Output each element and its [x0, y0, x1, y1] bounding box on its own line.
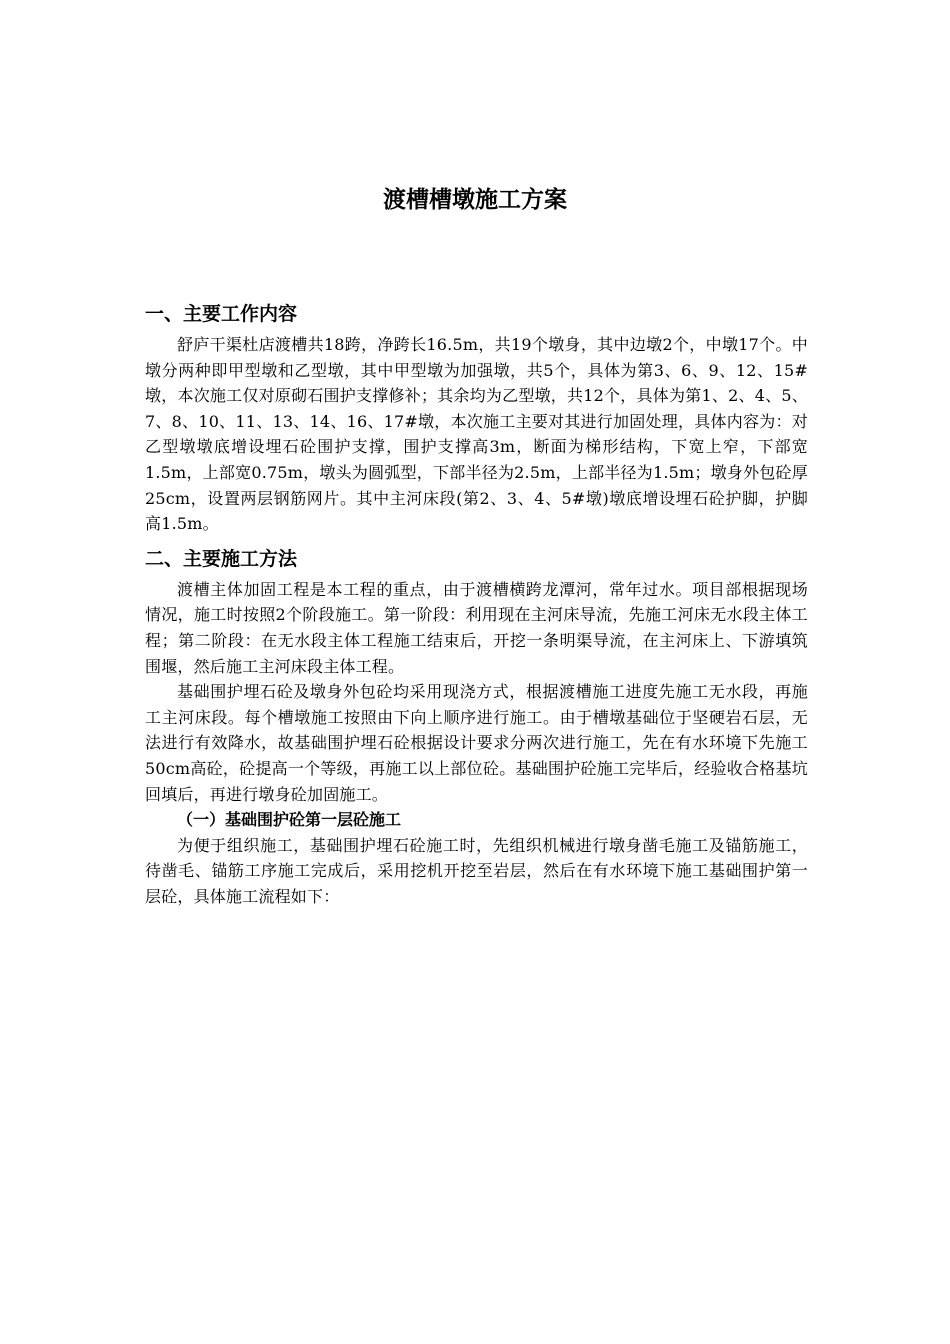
section-main-work-content [145, 300, 808, 537]
body-paragraph: 基础围护埋石砼及墩身外包砼均采用现浇方式，根据渡槽施工进度先施工无水段，再施工主河床段。每个槽墩施工按照由下向上顺序进行施工。由于槽墩基础位于坚硬岩石层，无法进行有效降水，故基础围护埋石砼根据设计要求分两次进行施工，先在有水环境下先施工50cm高砼，砼提高一个等级，再施工以上部位砼。基础围护砼施工完毕后，经验收合格基坑回填后，再进行墩身砼加固施工。 [145, 682, 808, 804]
body-paragraph: 为便于组织施工，基础围护埋石砼施工时，先组织机械进行墩身凿毛施工及锚筋施工，待凿毛、锚筋工序施工完成后，采用挖机开挖至岩层，然后在有水环境下施工基础围护第一层砼，具体施工流程如下： [145, 835, 808, 906]
document-body [145, 300, 808, 909]
section-heading: 一、主要工作内容 [145, 303, 298, 325]
document-title: 渡槽槽墩施工方案 [383, 187, 567, 213]
section-heading: 二、主要施工方法 [145, 547, 298, 570]
body-paragraph: 舒庐干渠杜店渡槽共18跨，净跨长16.5m，共19个墩身，其中边墩2个，中墩17个。中墩分两种即甲型墩和乙型墩，其中甲型墩为加强墩，共5个，具体为第3、6、9、12、15#墩，本次施工仅对原砌石围护支撑修补；其余均为乙型墩，共12个，具体为第1、2、4、5、7、8、10、11、13、14、16、17#墩，本次施工主要对其进行加固处理，具体内容为：对乙型墩墩底增设埋石砼围护支撑，围护支撑高3m，断面为梯形结构，下宽上窄，下部宽1.5m，上部宽0.75m，墩头为圆弧型，下部半径为2.5m，上部半径为1.5m；墩身外包砼厚25cm，设置两层钢筋网片。其中主河床段(第2、3、4、5#墩)墩底增设埋石砼护脚，护脚高1.5m。 [145, 335, 808, 534]
subsection-heading: （一）基础围护砼第一层砼施工 [177, 810, 402, 830]
body-paragraph: 渡槽主体加固工程是本工程的重点，由于渡槽横跨龙潭河，常年过水。项目部根据现场情况，施工时按照2个阶段施工。第一阶段：利用现在主河床导流，先施工河床无水段主体工程；第二阶段：在无水段主体工程施工结束后，开挖一条明渠导流，在主河床上、下游填筑围堰，然后施工主河床段主体工程。 [145, 579, 808, 676]
section-main-construction-methods [145, 545, 808, 910]
